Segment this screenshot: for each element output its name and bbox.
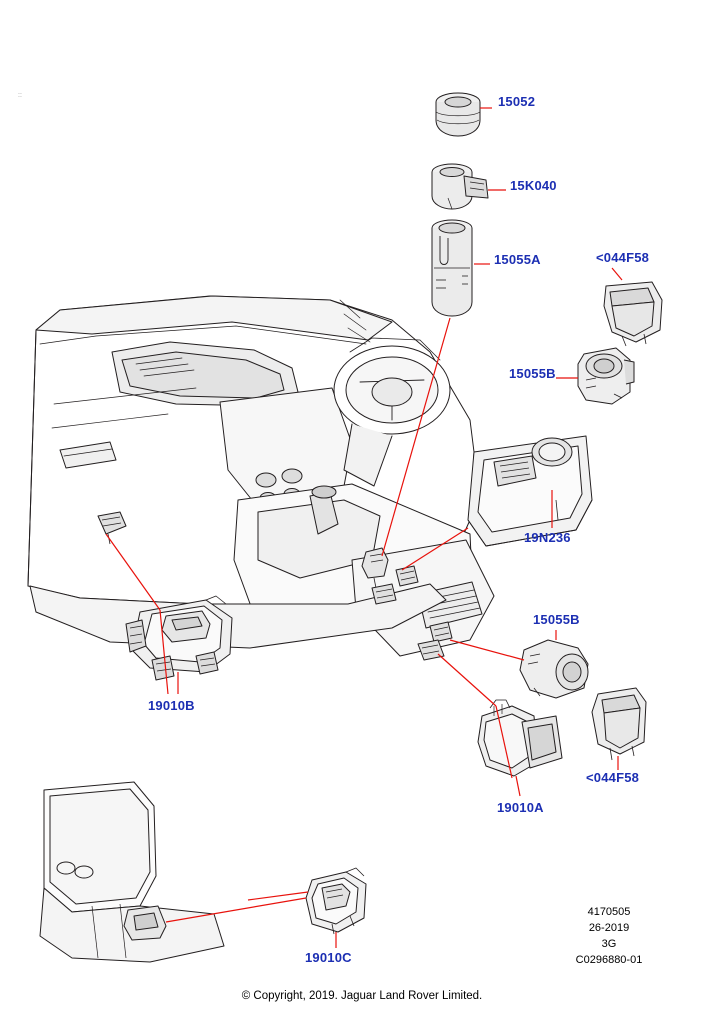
- drawing-date: 26-2019: [588, 922, 630, 934]
- drawing-metadata: [534, 904, 684, 968]
- part-15K040: [432, 164, 488, 209]
- part-15055B-lower: [520, 640, 588, 698]
- callout-15K040: 15K040: [510, 178, 557, 193]
- drawing-revision: 3G: [601, 938, 617, 950]
- drawing-number: 4170505: [587, 906, 631, 918]
- callout-15055B-upper: 15055B: [509, 366, 556, 381]
- callout-19N236: 19N236: [524, 530, 571, 545]
- copyright-notice: © Copyright, 2019. Jaguar Land Rover Limited.: [241, 990, 483, 1002]
- part-19010A: [478, 700, 562, 776]
- drawing-code: C0296880-01: [575, 954, 643, 966]
- callout-15052: 15052: [498, 94, 536, 109]
- seat-back-illustration: [40, 782, 224, 962]
- callout-19010C: 19010C: [305, 950, 352, 965]
- dashboard-illustration: [28, 296, 494, 656]
- callout-15055A: 15055A: [494, 252, 541, 267]
- part-15055A: [432, 220, 472, 316]
- callout-044F58-lower: <044F58: [586, 770, 640, 785]
- callout-044F58-upper: <044F58: [596, 250, 650, 265]
- part-19010C: [306, 868, 366, 934]
- callout-15055B-lower: 15055B: [533, 612, 580, 627]
- part-044F58-upper: [604, 282, 662, 346]
- part-15055B-upper: [578, 348, 634, 404]
- corner-mark: ::: [18, 92, 22, 99]
- part-15052: [436, 93, 480, 136]
- callout-19010A: 19010A: [497, 800, 544, 815]
- part-044F58-lower: [592, 688, 646, 760]
- callout-19010B: 19010B: [148, 698, 195, 713]
